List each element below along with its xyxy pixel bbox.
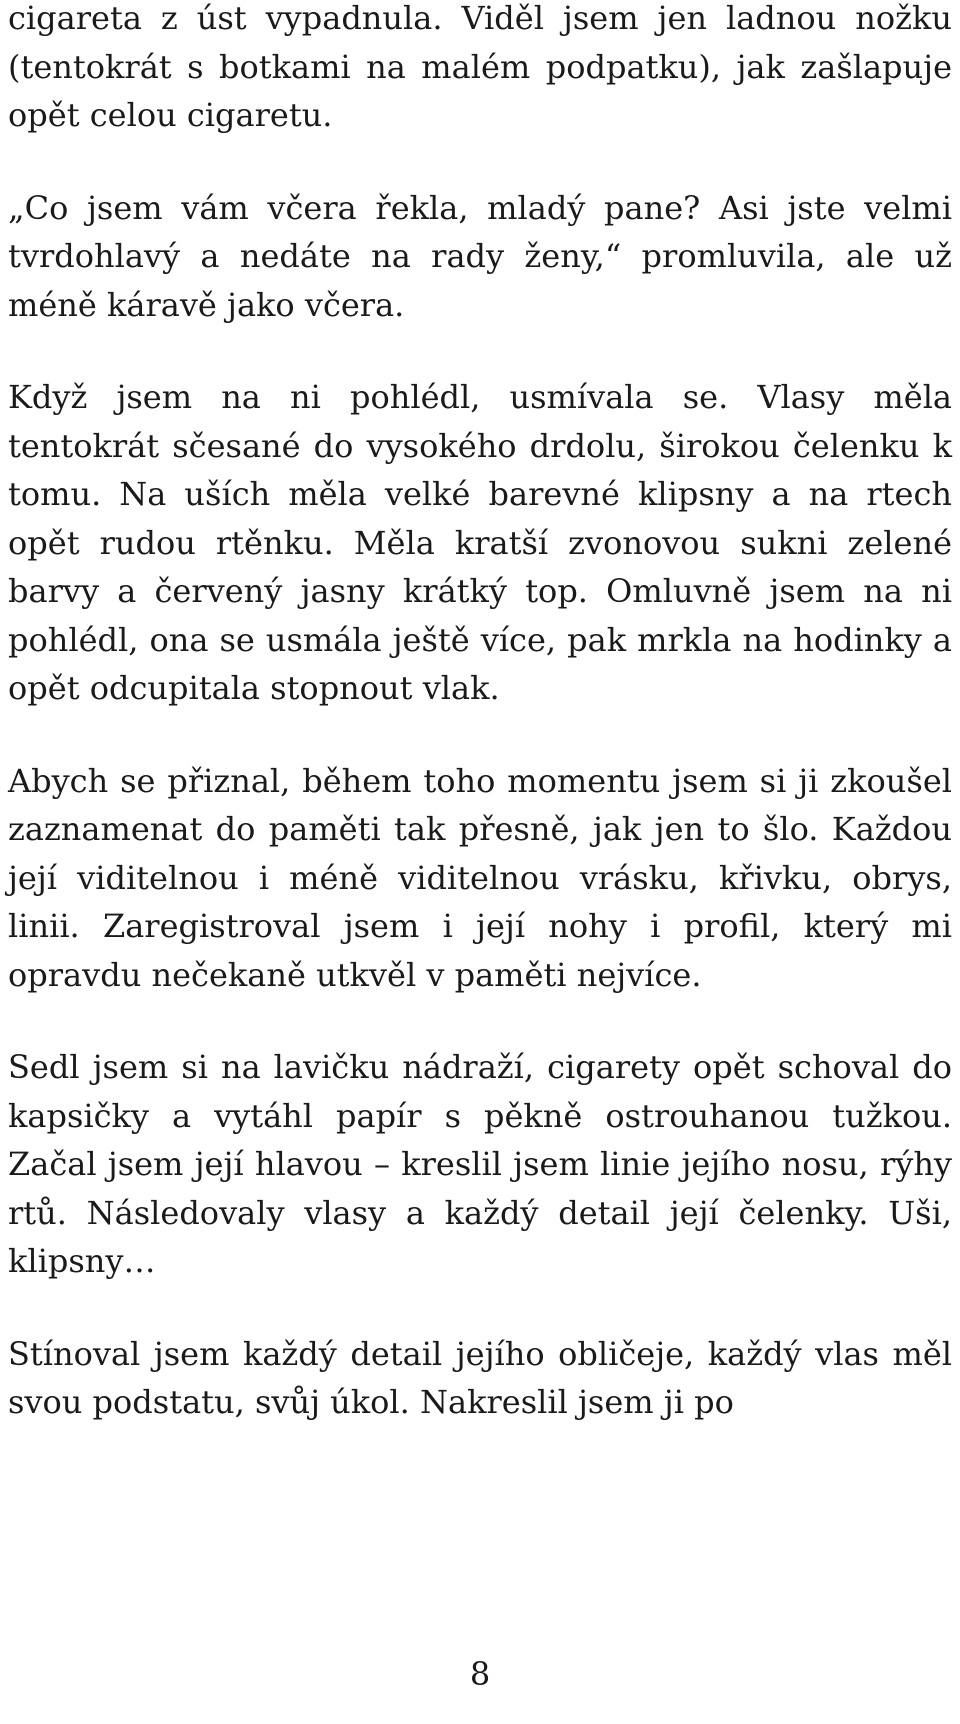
paragraph-4: Abych se přiznal, během toho momentu jsem si ji zkoušel zaznamenat do paměti tak přesně, jak jen to šlo. Každou její viditelnou i méně viditelnou vrásku, křivku, obrys, linii. Zaregistroval jsem i její nohy i profil, který mi opravdu nečekaně utkvěl v paměti nejvíce. xyxy=(8,761,952,994)
paragraph-3: Když jsem na ni pohlédl, usmívala se. Vlasy měla tentokrát sčesané do vysokého drdolu, širokou čelenku k tomu. Na uších měla velké barevné klipsny a na rtech opět rudou rtěnku. Měla kratší zvonovou sukni zelené barvy a červený jasny krátký top. Omluvně jsem na ni pohlédl, ona se usmála ještě více, pak mrkla na hodinky a opět odcupitala stopnout vlak. xyxy=(8,378,952,707)
paragraph-6: Stínoval jsem každý detail jejího obličeje, každý vlas měl svou podstatu, svůj úkol. Nakreslil jsem ji po xyxy=(8,1334,952,1421)
paragraph-5: Sedl jsem si na lavičku nádraží, cigarety opět schoval do kapsičky a vytáhl papír s pěkně ostrouhanou tužkou. Začal jsem její hlavou – kreslil jsem linie jejího nosu, rýhy rtů. Následovaly vlasy a každý detail její čelenky. Uši, klipsny… xyxy=(8,1048,952,1280)
document-page xyxy=(8,0,952,1427)
paragraph-2: „Co jsem vám včera řekla, mladý pane? Asi jste velmi tvrdohlavý a nedáte na rady ženy,“ promluvila, ale už méně káravě jako včera. xyxy=(8,188,952,324)
paragraph-1: cigareta z úst vypadnula. Viděl jsem jen ladnou nožku (tentokrát s botkami na malém podpatku), jak zašlapuje opět celou cigaretu. xyxy=(8,0,952,134)
page-number: 8 xyxy=(469,1655,491,1693)
